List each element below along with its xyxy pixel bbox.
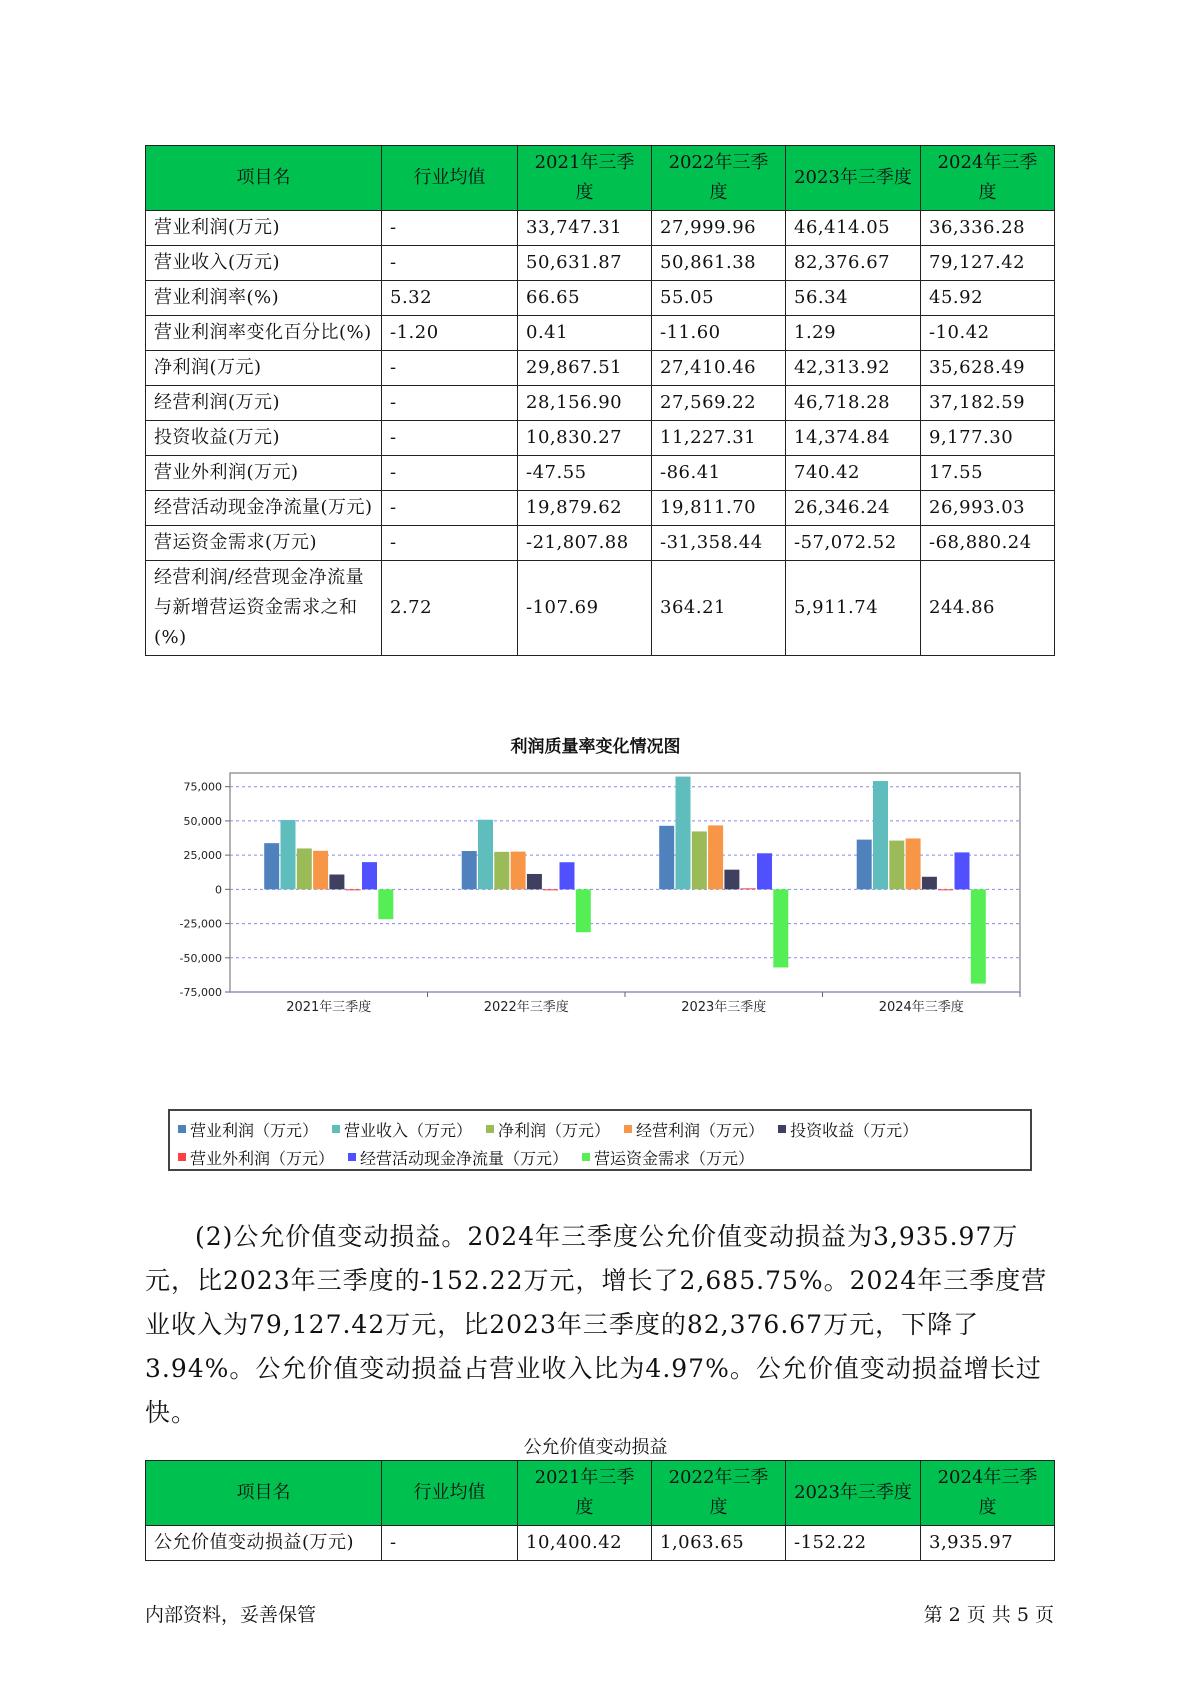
legend-item (582, 1146, 754, 1169)
table-cell: 36,336.28 (921, 211, 1055, 246)
header-2023q3: 2023年三季度 (786, 146, 921, 211)
x-tick-label: 2021年三季度 (286, 1000, 372, 1015)
y-tick-label: -50,000 (179, 951, 222, 965)
chart-title: 利润质量率变化情况图 (510, 737, 681, 757)
header-2024q3: 2024年三季度 (921, 1461, 1055, 1526)
table-row (146, 1526, 1055, 1561)
legend-swatch (778, 1125, 786, 1133)
table-cell: 55.05 (652, 281, 786, 316)
bar (346, 889, 361, 890)
bar (659, 826, 674, 890)
table-header-row (146, 146, 1055, 211)
table-cell: 公允价值变动损益(万元) (146, 1526, 382, 1561)
bar (955, 852, 970, 889)
bar (462, 851, 477, 889)
legend-item (348, 1146, 568, 1169)
header-industry-avg: 行业均值 (382, 146, 518, 211)
table-row (146, 246, 1055, 281)
table-cell: -11.60 (652, 316, 786, 351)
table-row (146, 281, 1055, 316)
bar (773, 889, 788, 967)
table-cell: 66.65 (518, 281, 652, 316)
table-cell: - (382, 246, 518, 281)
legend-swatch (624, 1125, 632, 1133)
footer-page-number: 第 2 页 共 5 页 (923, 1604, 1054, 1626)
bar (560, 862, 575, 889)
legend-item (178, 1146, 334, 1169)
y-tick-label: 25,000 (183, 849, 222, 863)
legend-item (624, 1118, 764, 1141)
table-cell: 26,346.24 (786, 491, 921, 526)
table-cell: 经营利润/经营现金净流量与新增营运资金需求之和(%) (146, 561, 382, 656)
table-cell: 45.92 (921, 281, 1055, 316)
legend-item (332, 1118, 472, 1141)
bar (527, 874, 542, 889)
table-cell: 50,631.87 (518, 246, 652, 281)
table-cell: 42,313.92 (786, 351, 921, 386)
table-row (146, 421, 1055, 456)
bar (906, 838, 921, 889)
header-2021q3: 2021年三季度 (518, 146, 652, 211)
table-cell: - (382, 211, 518, 246)
table-cell: 33,747.31 (518, 211, 652, 246)
table-cell: -1.20 (382, 316, 518, 351)
bar (873, 781, 888, 889)
table-cell: 营业收入(万元) (146, 246, 382, 281)
legend-swatch (178, 1125, 186, 1133)
table-cell: -57,072.52 (786, 526, 921, 561)
table-cell: -152.22 (786, 1526, 921, 1561)
table-cell: 5,911.74 (786, 561, 921, 656)
y-tick-label: -75,000 (179, 986, 222, 999)
table-cell: 1.29 (786, 316, 921, 351)
bar (857, 840, 872, 890)
table-cell: 0.41 (518, 316, 652, 351)
table-cell: 投资收益(万元) (146, 421, 382, 456)
table-cell: -31,358.44 (652, 526, 786, 561)
legend-item (778, 1118, 918, 1141)
table-cell: 净利润(万元) (146, 351, 382, 386)
table-cell: - (382, 1526, 518, 1561)
table-cell: 14,374.84 (786, 421, 921, 456)
legend-item (178, 1118, 318, 1141)
fair-value-table (145, 1460, 1055, 1561)
table-cell: 经营利润(万元) (146, 386, 382, 421)
table-cell: -107.69 (518, 561, 652, 656)
table-cell: 29,867.51 (518, 351, 652, 386)
header-industry-avg: 行业均值 (382, 1461, 518, 1526)
table-cell: -47.55 (518, 456, 652, 491)
legend-label: 营业收入（万元） (344, 1120, 473, 1140)
table-row (146, 211, 1055, 246)
profit-quality-table (145, 145, 1055, 656)
table-cell: 46,414.05 (786, 211, 921, 246)
y-tick-label: -25,000 (179, 917, 222, 931)
bar (494, 852, 509, 890)
bar (576, 889, 591, 932)
table-cell: - (382, 386, 518, 421)
table-cell: 56.34 (786, 281, 921, 316)
table-cell: 9,177.30 (921, 421, 1055, 456)
table-cell: 364.21 (652, 561, 786, 656)
legend-swatch (348, 1153, 356, 1161)
legend-label: 经营利润（万元） (636, 1120, 765, 1140)
table-cell: 经营活动现金净流量(万元) (146, 491, 382, 526)
header-2022q3: 2022年三季度 (652, 146, 786, 211)
y-tick-label: 0 (215, 883, 222, 897)
table-header-row (146, 1461, 1055, 1526)
bar (313, 851, 328, 890)
bar (264, 843, 279, 889)
bar (378, 889, 393, 919)
table-cell: 37,182.59 (921, 386, 1055, 421)
table-row (146, 456, 1055, 491)
table-cell: - (382, 526, 518, 561)
table-cell: -10.42 (921, 316, 1055, 351)
x-tick-label: 2022年三季度 (483, 1000, 569, 1015)
legend-swatch (332, 1125, 340, 1133)
table-cell: 营业利润率变化百分比(%) (146, 316, 382, 351)
legend-swatch (582, 1153, 590, 1161)
table-cell: 27,999.96 (652, 211, 786, 246)
x-tick-label: 2024年三季度 (878, 1000, 964, 1015)
table-cell: 740.42 (786, 456, 921, 491)
bar (757, 853, 772, 889)
header-2022q3: 2022年三季度 (652, 1461, 786, 1526)
table-cell: 11,227.31 (652, 421, 786, 456)
table-cell: 27,410.46 (652, 351, 786, 386)
table-cell: 35,628.49 (921, 351, 1055, 386)
table-cell: -68,880.24 (921, 526, 1055, 561)
table-cell: 82,376.67 (786, 246, 921, 281)
table-cell: 17.55 (921, 456, 1055, 491)
chart-legend (168, 1109, 1032, 1171)
table-cell: 营业利润率(%) (146, 281, 382, 316)
table-cell: 19,879.62 (518, 491, 652, 526)
legend-item (486, 1118, 610, 1141)
table-cell: 27,569.22 (652, 386, 786, 421)
header-2024q3: 2024年三季度 (921, 146, 1055, 211)
table-cell: 营运资金需求(万元) (146, 526, 382, 561)
table-cell: -21,807.88 (518, 526, 652, 561)
table-cell: 营业利润(万元) (146, 211, 382, 246)
legend-label: 营业利润（万元） (190, 1120, 319, 1140)
table-row (146, 316, 1055, 351)
header-item-name: 项目名 (146, 1461, 382, 1526)
bar (889, 841, 904, 890)
bar (511, 852, 526, 890)
legend-swatch (178, 1153, 186, 1161)
table-cell: - (382, 456, 518, 491)
legend-label: 营业外利润（万元） (190, 1148, 335, 1168)
bar (724, 870, 739, 890)
bar (922, 877, 937, 890)
x-tick-label: 2023年三季度 (681, 1000, 767, 1015)
bar (938, 889, 953, 890)
bar (676, 777, 691, 890)
y-tick-label: 50,000 (183, 814, 222, 828)
table-row (146, 491, 1055, 526)
bar (478, 820, 493, 890)
table-cell: 5.32 (382, 281, 518, 316)
table-cell: 244.86 (921, 561, 1055, 656)
legend-label: 营运资金需求（万元） (594, 1148, 755, 1168)
legend-label: 投资收益（万元） (790, 1120, 919, 1140)
legend-label: 经营活动现金净流量（万元） (360, 1148, 569, 1168)
header-2021q3: 2021年三季度 (518, 1461, 652, 1526)
bar (362, 862, 377, 889)
table-row (146, 386, 1055, 421)
table2-caption: 公允价值变动损益 (523, 1437, 668, 1458)
table-cell: - (382, 421, 518, 456)
table-cell: 46,718.28 (786, 386, 921, 421)
table-cell: 50,861.38 (652, 246, 786, 281)
table-row (146, 351, 1055, 386)
legend-swatch (486, 1125, 494, 1133)
table-cell: 2.72 (382, 561, 518, 656)
table-cell: -86.41 (652, 456, 786, 491)
fair-value-paragraph: (2)公允价值变动损益。2024年三季度公允价值变动损益为3,935.97万元，比2023年三季度的-152.22万元，增长了2,685.75%。2024年三季度营业收入为79,127.42万元，比2023年三季度的82,376.67万元，下降了3.94%。公允价值变动损益占营业收入比为4.97%。公允价值变动损益增长过快。 (145, 1222, 1048, 1427)
table-row (146, 526, 1055, 561)
table-cell: 26,993.03 (921, 491, 1055, 526)
bar (708, 825, 723, 889)
header-2023q3: 2023年三季度 (786, 1461, 921, 1526)
table-cell: - (382, 491, 518, 526)
table-cell: 10,830.27 (518, 421, 652, 456)
table-cell: 3,935.97 (921, 1526, 1055, 1561)
y-tick-label: 75,000 (183, 780, 222, 794)
table-cell: 19,811.70 (652, 491, 786, 526)
bar (741, 888, 756, 889)
header-item-name: 项目名 (146, 146, 382, 211)
table-cell: 28,156.90 (518, 386, 652, 421)
bar (281, 820, 296, 889)
table-cell: 1,063.65 (652, 1526, 786, 1561)
bar (692, 831, 707, 889)
bar (543, 889, 558, 890)
table-row (146, 561, 1055, 656)
table-cell: 营业外利润(万元) (146, 456, 382, 491)
bar (329, 875, 344, 890)
bar (971, 889, 986, 983)
profit-quality-bar-chart (165, 770, 1025, 1090)
table-cell: - (382, 351, 518, 386)
legend-label: 净利润（万元） (498, 1120, 611, 1140)
footer-confidential-note: 内部资料，妥善保管 (145, 1604, 317, 1626)
table-cell: 10,400.42 (518, 1526, 652, 1561)
table-cell: 79,127.42 (921, 246, 1055, 281)
bar (297, 848, 312, 889)
